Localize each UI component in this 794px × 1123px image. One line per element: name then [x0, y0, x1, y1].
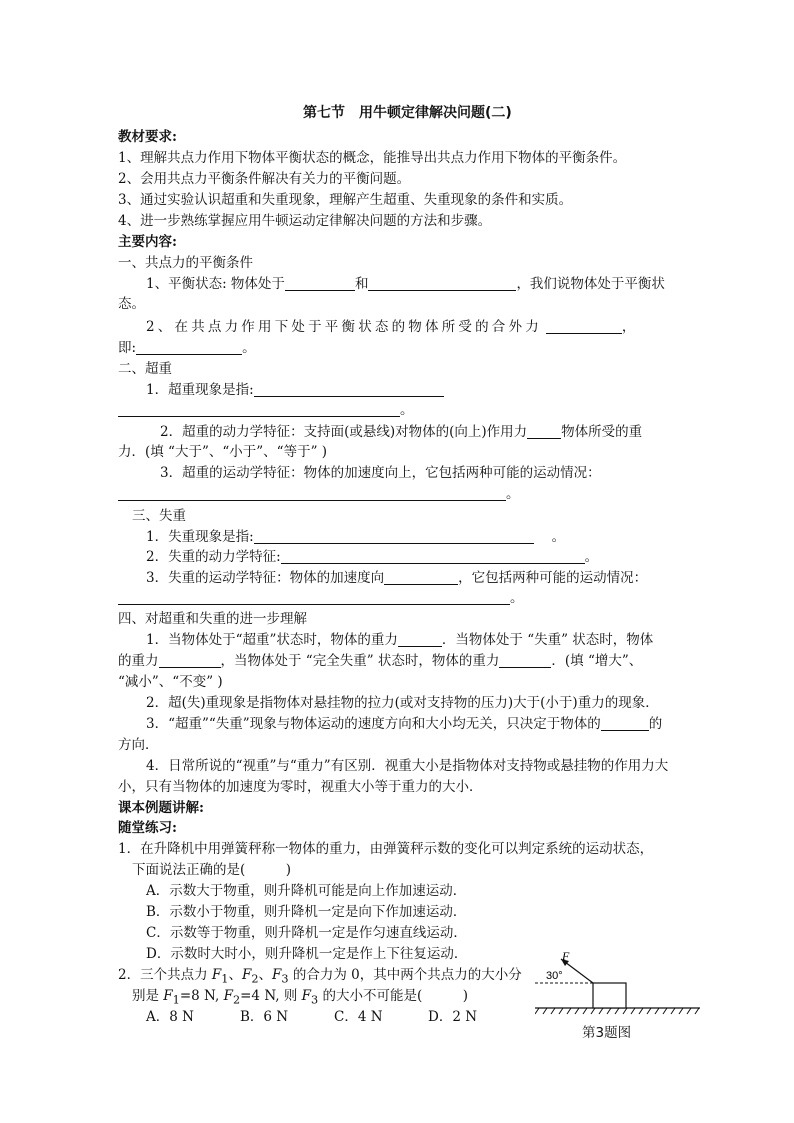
blank: [601, 716, 649, 731]
requirement-item: 3、通过实验认识超重和失重现象，理解产生超重、失重现象的条件和实质。: [118, 192, 573, 208]
question-2-option-c: C．4 N: [334, 1009, 383, 1025]
text: ．当物体处于 “失重” 状态时，物体: [441, 632, 654, 648]
s3-paragraph-3-cont: [118, 589, 524, 607]
text: 别是: [132, 988, 164, 1004]
blank: [254, 529, 534, 544]
blank: [118, 590, 510, 605]
blank: [285, 276, 355, 291]
s2-paragraph-2: [160, 423, 642, 441]
text: 的重力: [118, 653, 159, 669]
text: ，当物体处于 “完全失重” 状态时，物体的重力: [220, 653, 500, 669]
section-2-heading: 二、超重: [118, 361, 172, 377]
text: 的大小不可能是( ): [318, 988, 469, 1004]
blank: [254, 382, 444, 397]
text: 态。: [118, 296, 145, 312]
s2-paragraph-1: [146, 381, 444, 399]
angle-label: 30°: [546, 970, 563, 982]
blank: [546, 319, 622, 334]
text: 的: [648, 716, 663, 732]
blank: [368, 276, 516, 291]
section-3-heading: 三、失重: [132, 508, 186, 524]
s3-paragraph-1: [146, 528, 565, 546]
question-2-option-d: D．2 N: [428, 1009, 478, 1025]
symbol: F: [301, 988, 312, 1004]
blank: [118, 402, 400, 417]
blank: [384, 570, 458, 585]
question-1-stem-cont: 下面说法正确的是( ): [132, 862, 292, 878]
text: 1．失重现象是指:: [146, 529, 254, 545]
text: 2．失重的动力学特征:: [146, 549, 281, 565]
text: 3．超重的运动学特征：物体的加速度向上，它包括两种可能的运动情况：: [160, 465, 601, 481]
block: [593, 983, 626, 1008]
ground-hatching: [535, 1008, 699, 1014]
blank: [159, 653, 221, 668]
text: ．(填 “增大”、: [551, 653, 643, 669]
text: 3．失重的运动学特征：物体的加速度向: [146, 570, 385, 586]
requirement-item: 4、进一步熟练掌握应用牛顿运动定律解决问题的方法和步骤。: [118, 213, 492, 229]
text: 的合力为 0，其中两个共点力的大小分: [288, 967, 522, 983]
requirement-item: 1、理解共点力作用下物体平衡状态的概念，能推导出共点力作用下物体的平衡条件。: [118, 150, 627, 166]
text: 力．(填 “大于”、“小于”、“等于” ): [118, 444, 328, 460]
text: 方向．: [118, 737, 159, 753]
text: 。: [400, 402, 414, 418]
s1-paragraph-2: [146, 318, 639, 336]
blank: [281, 549, 585, 564]
question-2-option-b: B．6 N: [240, 1009, 289, 1025]
subscript: 2: [232, 993, 241, 1007]
text: 1、平衡状态: 物体处于: [146, 276, 285, 292]
text: 。: [510, 590, 524, 606]
symbol: F: [163, 988, 173, 1004]
subscript: 3: [311, 993, 319, 1007]
question-1-option-c: C．示数等于物重，则升降机一定是作匀速直线运动．: [146, 925, 467, 941]
subscript: 1: [221, 972, 229, 986]
symbol: F: [223, 988, 233, 1004]
text: ，它包括两种可能的运动情况：: [458, 570, 648, 586]
s4-paragraph-1: [146, 631, 653, 649]
blank: [398, 632, 442, 647]
section-1-heading: 一、共点力的平衡条件: [118, 255, 253, 271]
requirements-heading: 教材要求:: [118, 129, 177, 145]
text: 2、在共点力作用下处于平衡状态的物体所受的合外力: [146, 319, 542, 335]
force-label: F: [562, 949, 570, 963]
text: =8 N,: [179, 988, 224, 1004]
text: 和: [354, 276, 369, 292]
text: 2．三个共点力: [118, 967, 212, 983]
examples-heading: 课本例题讲解:: [118, 800, 204, 816]
text: 即:: [118, 340, 137, 356]
page-title: 第七节 用牛顿定律解决问题(二): [303, 105, 512, 121]
question-1-option-b: B．示数小于物重，则升降机一定是向下作加速运动．: [146, 904, 467, 920]
text: ，: [621, 319, 639, 335]
symbol: F: [241, 967, 252, 983]
text: 。: [242, 340, 256, 356]
text: 3．“超重”“失重”现象与物体运动的速度方向和大小均无关，只决定于物体的: [146, 716, 601, 732]
main-content-heading: 主要内容:: [118, 234, 177, 250]
text: 。: [584, 549, 599, 565]
s4-paragraph-1-cont: [118, 652, 642, 670]
subscript: 3: [281, 972, 289, 986]
blank: [136, 340, 242, 355]
blank: [499, 653, 551, 668]
practice-heading: 随堂练习:: [118, 820, 177, 836]
text: 、: [228, 967, 242, 983]
subscript: 2: [251, 972, 259, 986]
blank: [118, 486, 506, 501]
text: 4．日常所说的“视重”与“重力”有区别．视重大小是指物体对支持物或悬挂物的作用力大: [146, 758, 669, 774]
s3-paragraph-2: [146, 548, 598, 566]
subscript: 1: [172, 993, 180, 1007]
text: 2．超(失)重现象是指物体对悬挂物的拉力(或对支持物的压力)大于(小于)重力的现象．: [146, 695, 659, 711]
text: 2．超重的动力学特征：支持面(或悬线)对物体的(向上)作用力: [160, 424, 528, 440]
s2-paragraph-1-cont: [118, 401, 414, 419]
s1-paragraph-2-cont: [118, 339, 256, 357]
text: 物体所受的重: [561, 424, 643, 440]
question-2-option-a: A．8 N: [146, 1009, 194, 1025]
text: ，我们说物体处于平衡状: [516, 276, 665, 292]
requirement-item: 2、会用共点力平衡条件解决有关力的平衡问题。: [118, 171, 411, 187]
text: 1．超重现象是指:: [146, 382, 254, 398]
s3-paragraph-3: [146, 569, 647, 587]
text: 1．当物体处于“超重”状态时，物体的重力: [146, 632, 398, 648]
text: 、: [258, 967, 272, 983]
symbol: F: [211, 967, 222, 983]
blank: [527, 424, 561, 439]
s4-paragraph-3: [146, 715, 662, 733]
question-2-stem: [118, 966, 522, 989]
symbol: F: [271, 967, 282, 983]
question-2-stem-cont: [132, 987, 468, 1010]
text: 。: [551, 529, 566, 545]
figure-caption: 第3题图: [582, 1025, 632, 1041]
question-1-option-a: A．示数大于物重，则升降机可能是向上作加速运动．: [146, 883, 467, 899]
text: “减小”、“不变” ): [118, 674, 223, 690]
text: =4 N, 则: [240, 988, 302, 1004]
s2-paragraph-3-cont: [118, 485, 520, 503]
question-1-option-d: D．示数时大时小，则升降机一定是作上下往复运动．: [146, 946, 468, 962]
question-1-stem: 1．在升降机中用弹簧秤称一物体的重力，由弹簧秤示数的变化可以判定系统的运动状态，: [118, 841, 654, 857]
section-4-heading: 四、对超重和失重的进一步理解: [118, 611, 307, 627]
text: 小，只有当物体的加速度为零时，视重大小等于重力的大小．: [118, 779, 483, 795]
text: 。: [506, 486, 520, 502]
s1-paragraph-1: [146, 275, 665, 293]
